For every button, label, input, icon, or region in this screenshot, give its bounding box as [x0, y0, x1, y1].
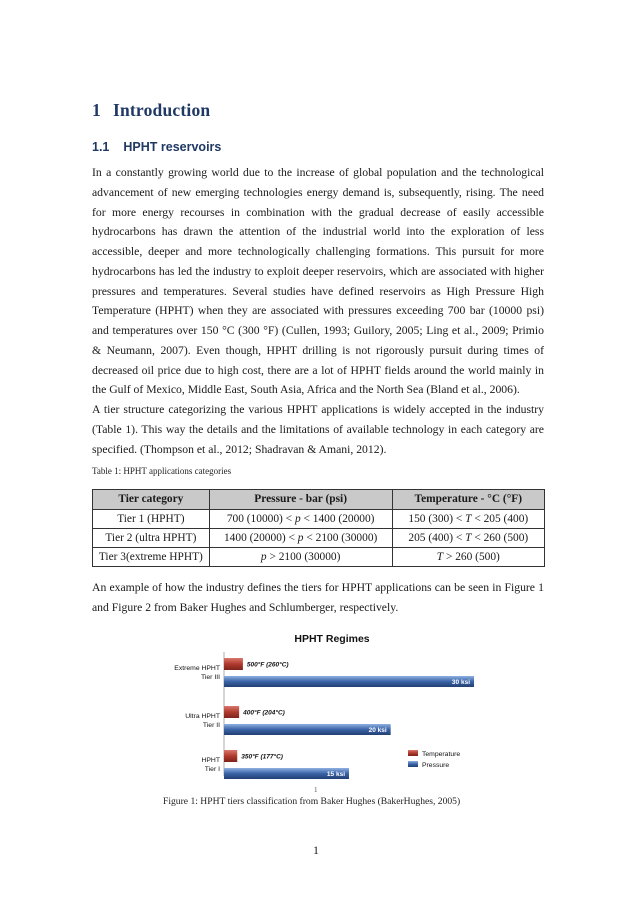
hpht-tiers-table [92, 489, 545, 567]
section-title: Introduction [112, 100, 211, 120]
cell-tier: Tier 1 (HPHT) [93, 510, 210, 529]
body-text [92, 163, 544, 459]
table-header-row [93, 490, 545, 510]
hpht-regimes-chart [160, 628, 490, 788]
cell-tier: Tier 3(extreme HPHT) [93, 548, 210, 567]
cell-pressure [209, 510, 392, 529]
pressure-symbol: p [297, 532, 304, 544]
temperature-symbol: T [465, 513, 472, 525]
subsection-number: 1.1 [92, 140, 110, 154]
legend-swatch-pressure [408, 761, 418, 767]
cell-temperature [392, 510, 544, 529]
chart-title: HPHT Regimes [294, 633, 370, 645]
pressure-symbol: p [260, 551, 267, 563]
legend-label-pressure: Pressure [422, 762, 450, 769]
figure-caption: Figure 1: HPHT tiers classification from Baker Hughes (BakerHughes, 2005) [163, 796, 461, 807]
header-tier-category: Tier category [93, 490, 210, 510]
subsection-title: HPHT reservoirs [123, 140, 222, 154]
footnote-marker: 1 [314, 786, 318, 794]
header-pressure: Pressure - bar (psi) [209, 490, 392, 510]
cell-tier: Tier 2 (ultra HPHT) [93, 529, 210, 548]
pressure-upper: < 2100 (30000) [303, 532, 378, 544]
pressure-lower: 1400 (20000) < [223, 532, 298, 544]
temperature-data-label: 500°F (260°C) [246, 661, 289, 669]
temperature-symbol: T [436, 551, 444, 563]
pressure-bar [224, 724, 391, 735]
pressure-data-label: 30 ksi [451, 679, 470, 686]
temperature-data-label: 350°F (177°C) [241, 753, 283, 761]
cell-pressure [209, 548, 392, 567]
body-text-2 [92, 578, 544, 618]
cell-temperature [392, 529, 544, 548]
header-temperature: Temperature - °C (°F) [392, 490, 544, 510]
paragraph-figure-reference: An example of how the industry defines the tiers for HPHT applications can be seen in Figure 1 and Figure 2 from Baker Hughes and Schlumberger, respectively. [92, 581, 544, 614]
cell-temperature [392, 548, 544, 567]
pressure-upper: < 1400 (20000) [300, 513, 375, 525]
paragraph-tier-structure: A tier structure categorizing the various HPHT applications is widely accepted in the industry (Table 1). This way the details and the limitations of available technology in each category are specified. (Thompson et al., 2012; Shadravan & Amani, 2012). [92, 403, 544, 456]
legend-swatch-temperature [408, 750, 418, 756]
pressure-lower: 700 (10000) < [226, 513, 295, 525]
category-label-line2: Tier I [204, 766, 220, 773]
temperature-data-label: 400°F (204°C) [243, 709, 285, 717]
section-number: 1 [92, 100, 101, 120]
category-label-line2: Tier II [202, 722, 220, 729]
temperature-upper: < 205 (400) [471, 513, 529, 525]
temperature-lower: 205 (400) < [408, 532, 466, 544]
paragraph-intro: In a constantly growing world due to the increase of global population and the technological advancement of new emerging technologies energy demand is, subsequently, rising. The need for more energy recourses in combination with the gradual decrease of easily accessible hydrocarbons has drawn the attention of the industrial world into the exploration of less accessible, deeper and more technologically challenging formations. This pursuit for more hydrocarbons has led the industry to exploit deeper reservoirs, which are associated with higher pressures and temperatures. Several studies have defined reservoirs as High Pressure High Temperature (HPHT) when they are associated with pressures exceeding 700 bar (10000 psi) and temperatures over 150 °C (300 °F) (Cullen, 1993; Guilory, 2005; Ling et al., 2009; Primio & Neumann, 2007). Even though, HPHT drilling is not rigorously pursuit during times of decreased oil price due to high cost, there are a lot of HPHT fields around the world mainly in the Gulf of Mexico, Middle East, South Asia, Africa and the North Sea (Bland et al., 2006). [92, 166, 544, 397]
temperature-upper: > 260 (500) [443, 551, 500, 563]
temperature-lower: 150 (300) < [408, 513, 466, 525]
pressure-data-label: 15 ksi [326, 771, 345, 778]
temperature-bar [224, 658, 243, 670]
cell-pressure [209, 529, 392, 548]
pressure-symbol: p [294, 513, 301, 525]
temperature-symbol: T [465, 532, 472, 544]
table-row [93, 529, 545, 548]
temperature-bar [224, 750, 237, 762]
category-label-line1: Extreme HPHT [174, 665, 220, 672]
temperature-bar [224, 706, 239, 718]
page-number: 1 [313, 843, 319, 857]
pressure-upper: > 2100 (30000) [266, 551, 341, 563]
pressure-data-label: 20 ksi [368, 727, 387, 734]
category-label-line1: Ultra HPHT [185, 713, 220, 720]
temperature-upper: < 260 (500) [471, 532, 529, 544]
table-caption: Table 1: HPHT applications categories [92, 466, 232, 476]
table-row [93, 548, 545, 567]
category-label-line1: HPHT [201, 757, 220, 764]
hpht-regimes-figure [160, 628, 490, 793]
category-label-line2: Tier III [200, 674, 220, 681]
section-heading [92, 100, 210, 121]
pressure-bar [224, 676, 474, 687]
subsection-heading [92, 140, 221, 154]
table-row [93, 510, 545, 529]
legend-label-temperature: Temperature [422, 751, 461, 758]
